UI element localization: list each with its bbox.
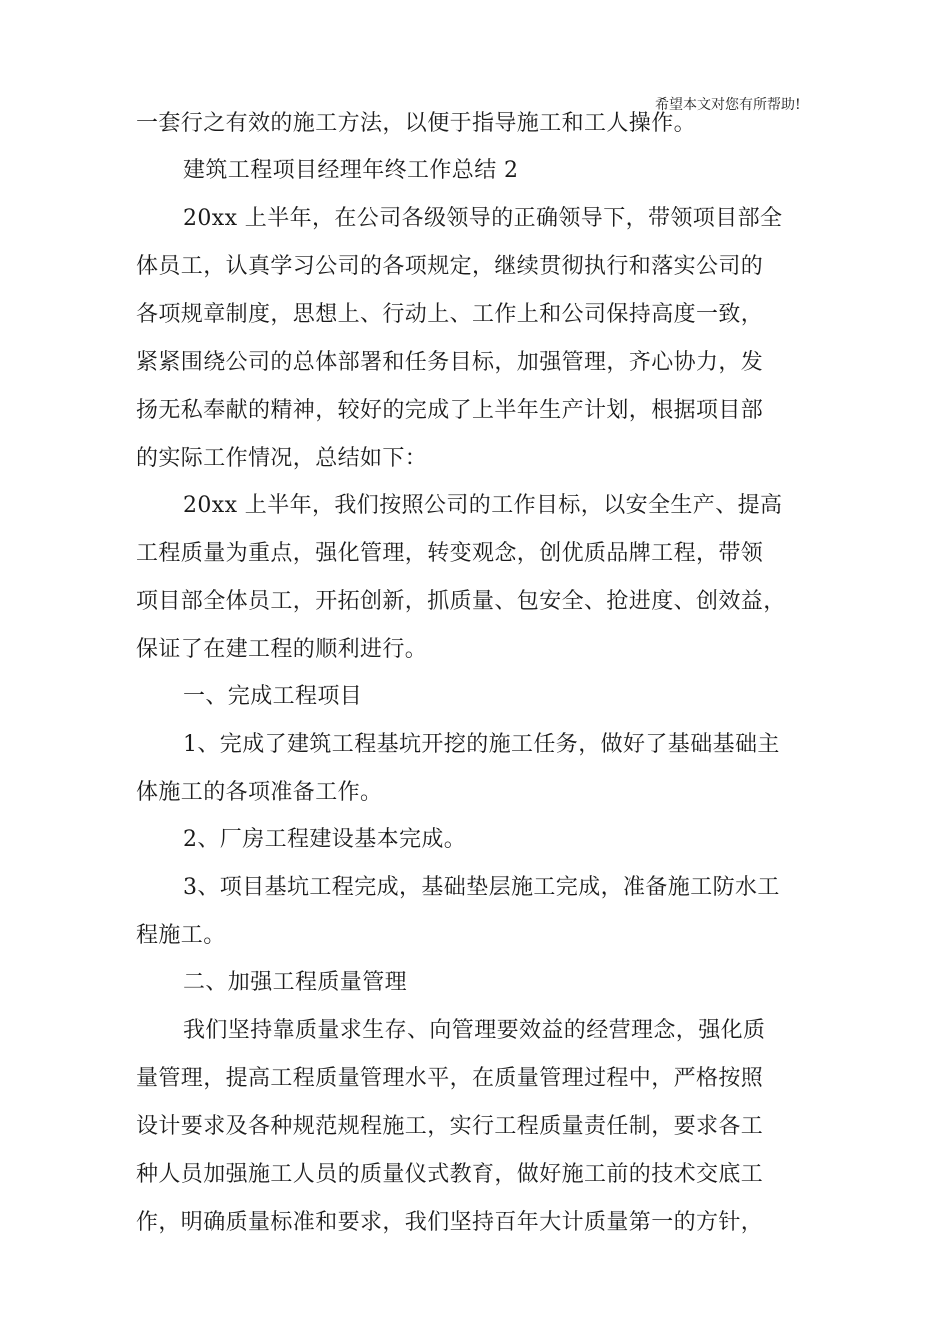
text-line: 我们坚持靠质量求生存、向管理要效益的经营理念，强化质 bbox=[183, 1018, 766, 1043]
text-line: 3、项目基坑工程完成，基础垫层施工完成，准备施工防水工 bbox=[183, 875, 780, 900]
section-heading: 一、完成工程项目 bbox=[183, 684, 363, 709]
text-line: 工程质量为重点，强化管理，转变观念，创优质品牌工程，带领 bbox=[136, 541, 764, 566]
text-line: 量管理，提高工程质量管理水平，在质量管理过程中，严格按照 bbox=[136, 1066, 764, 1091]
text-line: 项目部全体员工，开拓创新，抓质量、包安全、抢进度、创效益， bbox=[136, 589, 786, 614]
text-line: 保证了在建工程的顺利进行。 bbox=[136, 637, 428, 662]
text-line: 体员工，认真学习公司的各项规定，继续贯彻执行和落实公司的 bbox=[136, 254, 764, 279]
text-line: 扬无私奉献的精神，较好的完成了上半年生产计划，根据项目部 bbox=[136, 398, 764, 423]
text-line: 1、完成了建筑工程基坑开挖的施工任务，做好了基础基础主 bbox=[183, 732, 780, 757]
header-note: 希望本文对您有所帮助! bbox=[655, 97, 801, 113]
text-line: 设计要求及各种规范规程施工，实行工程质量责任制，要求各工 bbox=[136, 1114, 764, 1139]
text-line: 一套行之有效的施工方法，以便于指导施工和工人操作。 bbox=[136, 111, 697, 136]
text-line: 程施工。 bbox=[136, 923, 226, 948]
text-line: 20xx 上半年，我们按照公司的工作目标，以安全生产、提高 bbox=[183, 493, 783, 518]
section-title: 建筑工程项目经理年终工作总结 2 bbox=[183, 158, 519, 183]
section-heading: 二、加强工程质量管理 bbox=[183, 970, 408, 995]
text-line: 20xx 上半年，在公司各级领导的正确领导下，带领项目部全 bbox=[183, 206, 783, 231]
text-line: 种人员加强施工人员的质量仪式教育，做好施工前的技术交底工 bbox=[136, 1162, 764, 1187]
text-line: 体施工的各项准备工作。 bbox=[136, 780, 383, 805]
text-line: 紧紧围绕公司的总体部署和任务目标，加强管理，齐心协力，发 bbox=[136, 350, 764, 375]
text-line: 的实际工作情况，总结如下： bbox=[136, 446, 428, 471]
text-line: 作，明确质量标准和要求，我们坚持百年大计质量第一的方针， bbox=[136, 1210, 764, 1235]
text-line: 2、厂房工程建设基本完成。 bbox=[183, 827, 467, 852]
text-line: 各项规章制度，思想上、行动上、工作上和公司保持高度一致， bbox=[136, 302, 764, 327]
